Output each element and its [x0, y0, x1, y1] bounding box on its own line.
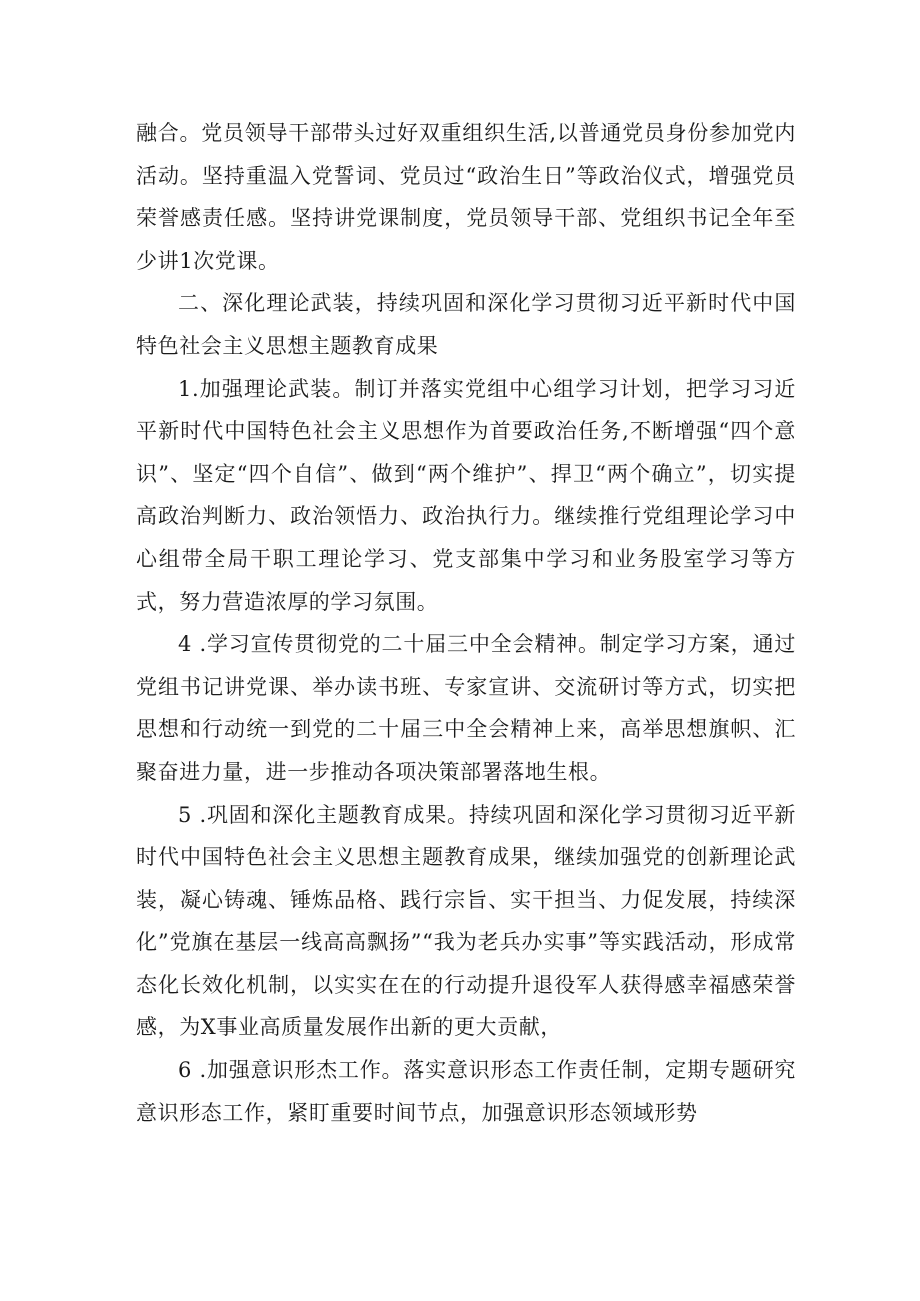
- paragraph-item-1: 1.加强理论武装。制订并落实党组中心组学习计划，把学习习近平新时代中国特色社会主义思想作为首要政治任务,不断增强“四个意识”、坚定“四个自信”、做到“两个维护”、捍卫“两个确立”，切实提高政治判断力、政治领悟力、政治执行力。继续推行党组理论学习中心组带全局干职工理论学习、党支部集中学习和业务股室学习等方式，努力营造浓厚的学习氛围。: [136, 376, 796, 614]
- paragraph-item-6: 6 .加强意识形杰工作。落实意识形态工作责任制，定期专题研究意识形态工作，紧盯重要时间节点，加强意识形态领域形势: [136, 1058, 796, 1125]
- section-heading-2: 二、深化理论武装，持续巩固和深化学习贯彻习近平新时代中国特色社会主义思想主题教育成果: [136, 291, 796, 358]
- paragraph-item-4: 4 .学习宣传贯彻党的二十届三中全会精神。制定学习方案，通过党组书记讲党课、举办读书班、专家宣讲、交流研讨等方式，切实把思想和行动统一到党的二十届三中全会精神上来，高举思想旗帜、汇聚奋进力量，进一步推动各项决策部署落地生根。: [136, 632, 796, 784]
- document-body: [136, 112, 796, 1134]
- paragraph-continued: 融合。党员领导干部带头过好双重组织生活,以普通党员身份参加党内活动。坚持重温入党誓词、党员过“政治生日”等政治仪式，增强党员荣誉感责任感。坚持讲党课制度，党员领导干部、党组织书记全年至少讲1次党课。: [136, 121, 796, 273]
- paragraph-item-5: 5 .巩固和深化主题教育成果。持续巩固和深化学习贯彻习近平新时代中国特色社会主义思想主题教育成果，继续加强党的创新理论武装，凝心铸魂、锤炼品格、践行宗旨、实干担当、力促发展，持续深化”党旗在基层一线高高飘扬”“我为老兵办实事”等实践活动，形成常态化长效化机制，以实实在在的行动提升退役军人获得感幸福感荣誉感，为X事业高质量发展作出新的更大贡献，: [136, 802, 796, 1040]
